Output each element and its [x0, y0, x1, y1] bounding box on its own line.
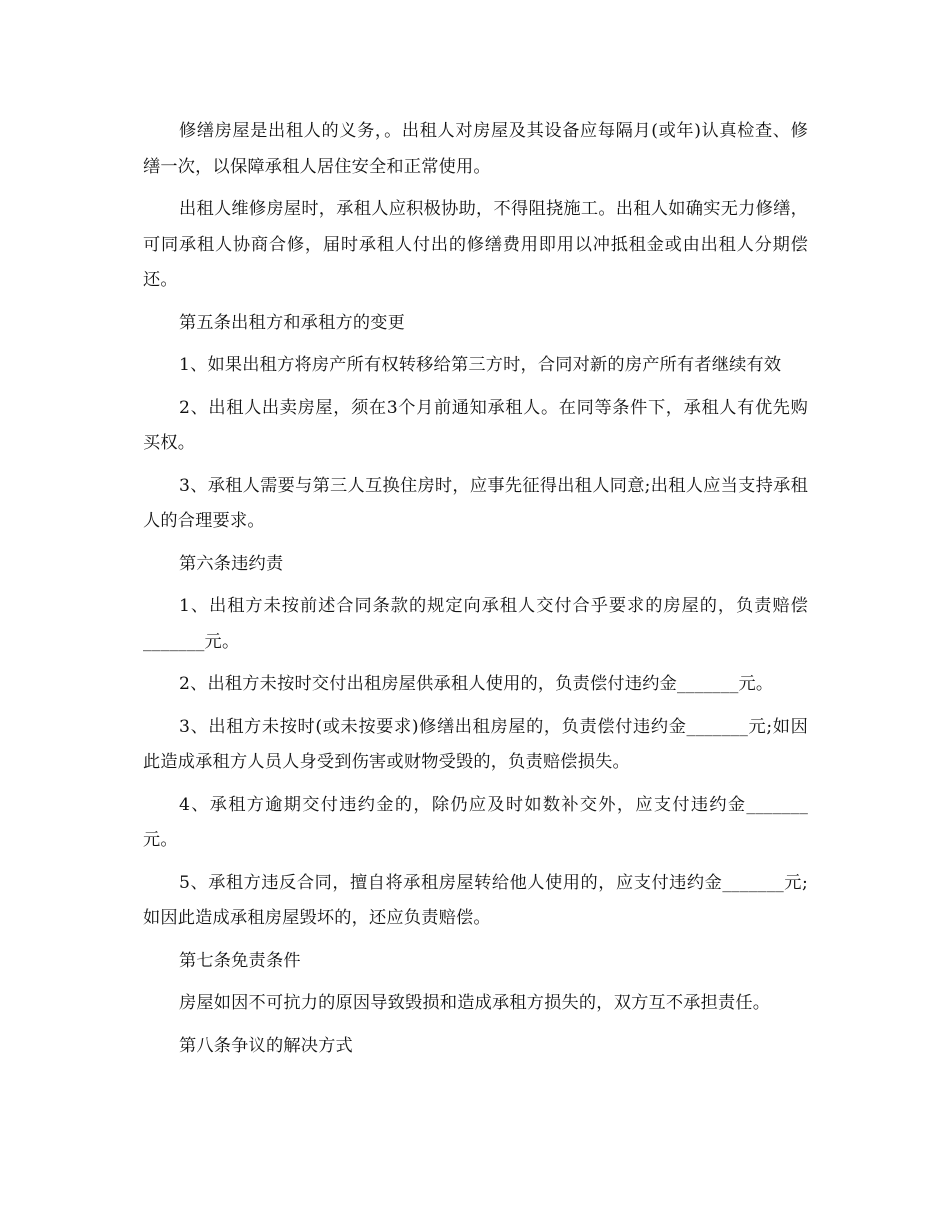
clause-6-3: 3、出租方未按时(或未按要求)修缮出租房屋的，负责偿付违约金_______元;如因此造成承租方人员人身受到伤害或财物受毁的，负责赔偿损失。 [143, 716, 808, 772]
clause-6-4: 4、承租方逾期交付违约金的，除仍应及时如数补交外，应支付违约金_______元。 [143, 794, 808, 850]
paragraph-repair-cooperation: 出租人维修房屋时，承租人应积极协助，不得阻挠施工。出租人如确实无力修缮，可同承租人协商合修，届时承租人付出的修缮费用即用以冲抵租金或由出租人分期偿还。 [143, 199, 808, 290]
clause-6-2: 2、出租方未按时交付出租房屋供承租人使用的，负责偿付违约金_______元。 [179, 674, 774, 694]
section-heading-article-8: 第八条争议的解决方式 [179, 1035, 353, 1056]
section-heading-article-5: 第五条出租方和承租方的变更 [179, 312, 406, 333]
clause-7-body: 房屋如因不可抗力的原因导致毁损和造成承租方损失的，双方互不承担责任。 [179, 993, 771, 1013]
clause-5-3: 3、承租人需要与第三人互换住房时，应事先征得出租人同意;出租人应当支持承租人的合理要求。 [143, 475, 808, 531]
section-heading-article-7: 第七条免责条件 [179, 950, 301, 971]
section-heading-article-6: 第六条违约责 [179, 553, 284, 574]
paragraph-repair-duty: 修缮房屋是出租人的义务，。出租人对房屋及其设备应每隔月(或年)认真检查、修缮一次，以保障承租人居住安全和正常使用。 [143, 121, 808, 177]
document-page [143, 114, 808, 1071]
clause-6-1: 1、出租方未按前述合同条款的规定向承租人交付合乎要求的房屋的，负责赔偿_______元。 [143, 596, 808, 652]
clause-6-5: 5、承租方违反合同，擅自将承租房屋转给他人使用的，应支付违约金_______元;如因此造成承租房屋毁坏的，还应负责赔偿。 [143, 872, 808, 928]
clause-5-1: 1、如果出租方将房产所有权转移给第三方时，合同对新的房产所有者继续有效 [179, 355, 782, 375]
clause-5-2: 2、出租人出卖房屋，须在3个月前通知承租人。在同等条件下，承租人有优先购买权。 [143, 397, 808, 453]
